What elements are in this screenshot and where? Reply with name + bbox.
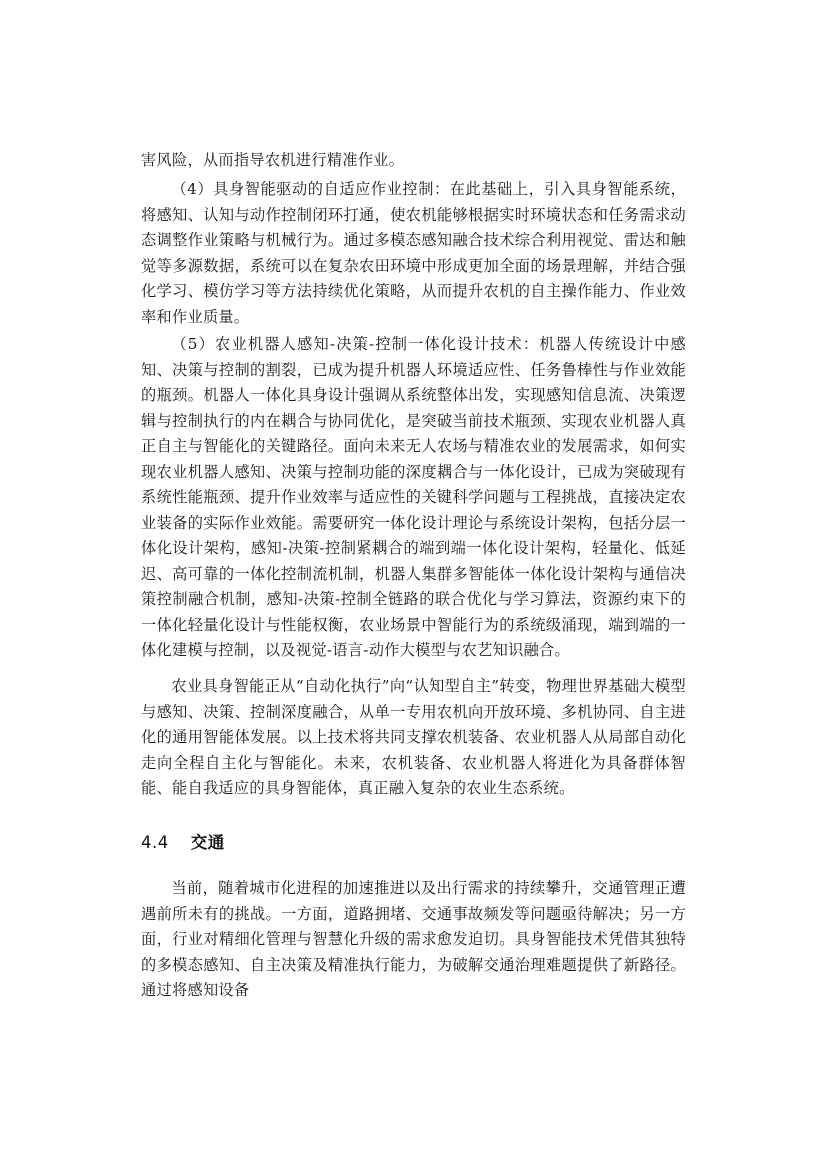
summary-block bbox=[141, 674, 686, 802]
paragraph-item-4: （4）具身智能驱动的自适应作业控制：在此基础上，引入具身智能系统，将感知、认知与动作控制闭环打通，使农机能够根据实时环境状态和任务需求动态调整作业策略与机械行为。通过多模态感知融合技术综合利用视觉、雷达和触觉等多源数据，系统可以在复杂农田环境中形成更加全面的场景理解，并结合强化学习、模仿学习等方法持续优化策略，从而提升农机的自主操作能力、作业效率和作业质量。 bbox=[141, 180, 686, 326]
section-number: 4.4 bbox=[141, 833, 169, 852]
section-title: 交通 bbox=[190, 833, 225, 852]
section-paragraph: 当前，随着城市化进程的加速推进以及出行需求的持续攀升，交通管理正遭遇前所未有的挑战。一方面，道路拥堵、交通事故频发等问题亟待解决；另一方面，行业对精细化管理与智慧化升级的需求愈发迫切。具身智能技术凭借其独特的多模态感知、自主决策及精准执行能力，为破解交通治理难题提供了新路径。通过将感知设备 bbox=[141, 879, 686, 999]
continuation-line: 害风险，从而指导农机进行精准作业。 bbox=[141, 151, 405, 169]
technique-list bbox=[141, 177, 686, 664]
section-heading bbox=[141, 829, 225, 853]
paragraph-item-5: （5）农业机器人感知-决策-控制一体化设计技术：机器人传统设计中感知、决策与控制的割裂，已成为提升机器人环境适应性、任务鲁棒性与作业效能的瓶颈。机器人一体化具身设计强调从系统整体出发，实现感知信息流、决策逻辑与控制执行的内在耦合与协同优化，是突破当前技术瓶颈、实现农业机器人真正自主与智能化的关键路径。面向未来无人农场与精准农业的发展需求，如何实现农业机器人感知、决策与控制功能的深度耦合与一体化设计，已成为突破现有系统性能瓶颈、提升作业效率与适应性的关键科学问题与工程挑战，直接决定农业装备的实际作业效能。需要研究一体化设计理论与系统设计架构，包括分层一体化设计架构，感知-决策-控制紧耦合的端到端一体化设计架构，轻量化、低延迟、高可靠的一体化控制流机制，机器人集群多智能体一体化设计架构与通信决策控制融合机制，感知-决策-控制全链路的联合优化与学习算法，资源约束下的一体化轻量化设计与性能权衡，农业场景中智能行为的系统级涌现，端到端的一体化建模与控制，以及视觉-语言-动作大模型与农艺知识融合。 bbox=[141, 335, 686, 659]
section-body bbox=[141, 876, 686, 1004]
summary-paragraph: 农业具身智能正从“自动化执行”向“认知型自主”转变，物理世界基础大模型与感知、决策、控制深度融合，从单一专用农机向开放环境、多机协同、自主进化的通用智能体发展。以上技术将共同支撑农机装备、农业机器人从局部自动化走向全程自主化与智能化。未来，农机装备、农业机器人将进化为具备群体智能、能自我适应的具身智能体，真正融入复杂的农业生态系统。 bbox=[141, 677, 686, 797]
